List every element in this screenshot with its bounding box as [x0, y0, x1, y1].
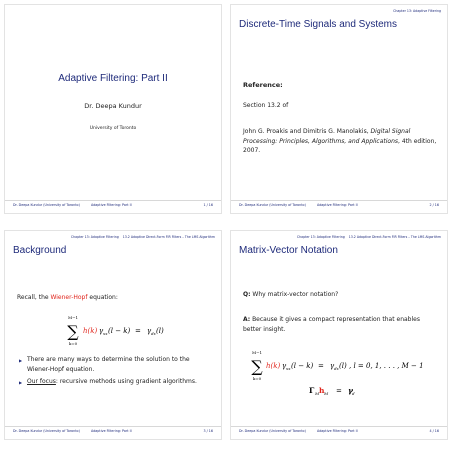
- sigma-symbol: ∑: [67, 322, 79, 341]
- sum-lower-limit: k=0: [252, 376, 262, 381]
- answer-label: A:: [243, 316, 251, 323]
- question-body: Why matrix-vector notation?: [250, 291, 339, 298]
- h-vector: h: [319, 386, 325, 395]
- slide-4: [230, 230, 448, 440]
- bullet2-rest: : recursive methods using gradient algorithms.: [55, 378, 197, 385]
- footer-rule: [5, 200, 221, 201]
- equals-sign: =: [318, 362, 324, 370]
- slide-3: [4, 230, 222, 440]
- slide4-footer: [231, 429, 447, 435]
- footer-author: Dr. Deepa Kundur (University of Toronto): [13, 429, 80, 433]
- footer-title: Adaptive Filtering: Part II: [317, 203, 358, 207]
- header-chapter: Chapter 13: Adaptive Filtering: [393, 9, 441, 13]
- slide-1: [4, 4, 222, 214]
- gamma-dx: γ: [147, 327, 152, 335]
- citation-edition: , 4th edition, 2007.: [243, 137, 437, 154]
- header-chapter: Chapter 13: Adaptive Filtering: [296, 235, 345, 239]
- wiener-hopf-highlight: Wiener-Hopf: [50, 294, 88, 301]
- our-focus-link: Our focus: [27, 378, 56, 385]
- h-k-term: h(k): [83, 327, 98, 335]
- recall-post: equation:: [87, 294, 118, 301]
- gamma-xx-sub: xx: [103, 331, 108, 336]
- reference-citation: [243, 127, 439, 156]
- gamma-dx: γ: [330, 362, 335, 370]
- h-vector-sub: M: [324, 391, 329, 396]
- recall-pre: Recall, the: [17, 294, 51, 301]
- matrix-vector-equation: [249, 349, 439, 411]
- slide1-author: Dr. Deepa Kundur: [84, 102, 142, 110]
- bullet1-text: There are many ways to determine the solution to the Wiener-Hopf equation.: [27, 356, 190, 373]
- footer-rule: [231, 200, 447, 201]
- sum-upper-limit: M−1: [68, 315, 78, 320]
- slide4-header: [297, 235, 441, 239]
- footer-author: Dr. Deepa Kundur (University of Toronto): [239, 429, 306, 433]
- lag-term: (l − k): [291, 362, 314, 370]
- gamma-dx-sub: dx: [151, 331, 156, 336]
- bullet2-text: [27, 377, 209, 387]
- footer-page: 1 / 16: [203, 203, 213, 207]
- footer-author: Dr. Deepa Kundur (University of Toronto): [13, 203, 80, 207]
- gamma-xx: γ: [99, 327, 104, 335]
- question-label: Q:: [243, 291, 251, 298]
- h-k-term: h(k): [266, 362, 281, 370]
- header-section: 13.2 Adaptive Direct-Form FIR Filters – The LMS Algorithm: [348, 235, 441, 239]
- slide1-footer: [5, 203, 221, 209]
- gamma-matrix-sub: M: [315, 391, 320, 396]
- answer-text: [243, 315, 439, 334]
- lag-term: (l − k): [108, 327, 131, 335]
- index-range: , l = 0, 1, . . . , M − 1: [349, 362, 424, 370]
- slide3-title: Background: [13, 245, 67, 256]
- gamma-d-vector: γ: [348, 386, 353, 395]
- footer-rule: [5, 426, 221, 427]
- gamma-xx: γ: [282, 362, 287, 370]
- footer-title: Adaptive Filtering: Part II: [91, 203, 132, 207]
- footer-page: 2 / 16: [429, 203, 439, 207]
- sum-upper-limit: M−1: [252, 350, 262, 355]
- footer-page: 3 / 16: [203, 429, 213, 433]
- slide4-title: Matrix-Vector Notation: [239, 245, 338, 256]
- question-text: [243, 291, 338, 298]
- footer-page: 4 / 16: [429, 429, 439, 433]
- slide1-institution: University of Toronto: [89, 126, 137, 131]
- recall-text: [17, 294, 118, 301]
- gamma-dx-sub: dx: [334, 366, 339, 371]
- reference-label: Reference:: [243, 81, 283, 89]
- footer-title: Adaptive Filtering: Part II: [91, 429, 132, 433]
- equals-sign: =: [336, 387, 342, 395]
- footer-title: Adaptive Filtering: Part II: [317, 429, 358, 433]
- sum-lower-limit: k=0: [68, 341, 78, 346]
- answer-body: Because it gives a compact representation that enables better insight.: [243, 316, 420, 333]
- l-term: (l): [339, 362, 347, 370]
- slide2-header: [393, 9, 441, 13]
- wiener-hopf-equation: [45, 311, 195, 355]
- l-term: (l): [156, 327, 164, 335]
- footer-rule: [231, 426, 447, 427]
- slide1-title: Adaptive Filtering: Part II: [58, 73, 168, 84]
- citation-authors: John G. Proakis and Dimitris G. Manolakis,: [243, 128, 371, 135]
- footer-author: Dr. Deepa Kundur (University of Toronto): [239, 203, 306, 207]
- bullet-triangle-icon: ▶: [19, 358, 23, 363]
- slide2-title: Discrete-Time Signals and Systems: [239, 19, 398, 30]
- header-section: 13.2 Adaptive Direct-Form FIR Filters – The LMS Algorithm: [122, 235, 215, 239]
- bullet-triangle-icon: ▶: [19, 380, 23, 385]
- slide-2: [230, 4, 448, 214]
- sigma-symbol: ∑: [251, 357, 263, 376]
- gamma-d-sub: d: [352, 391, 355, 396]
- slide3-footer: [5, 429, 221, 435]
- citation-book: Digital Signal Processing: Principles, Algorithms, and Applications: [243, 128, 411, 145]
- slide2-footer: [231, 203, 447, 209]
- slide3-header: [71, 235, 215, 239]
- header-chapter: Chapter 13: Adaptive Filtering: [70, 235, 119, 239]
- gamma-xx-sub: xx: [286, 366, 291, 371]
- gamma-matrix: Γ: [309, 386, 315, 395]
- equals-sign: =: [135, 327, 141, 335]
- reference-section: Section 13.2 of: [243, 102, 289, 109]
